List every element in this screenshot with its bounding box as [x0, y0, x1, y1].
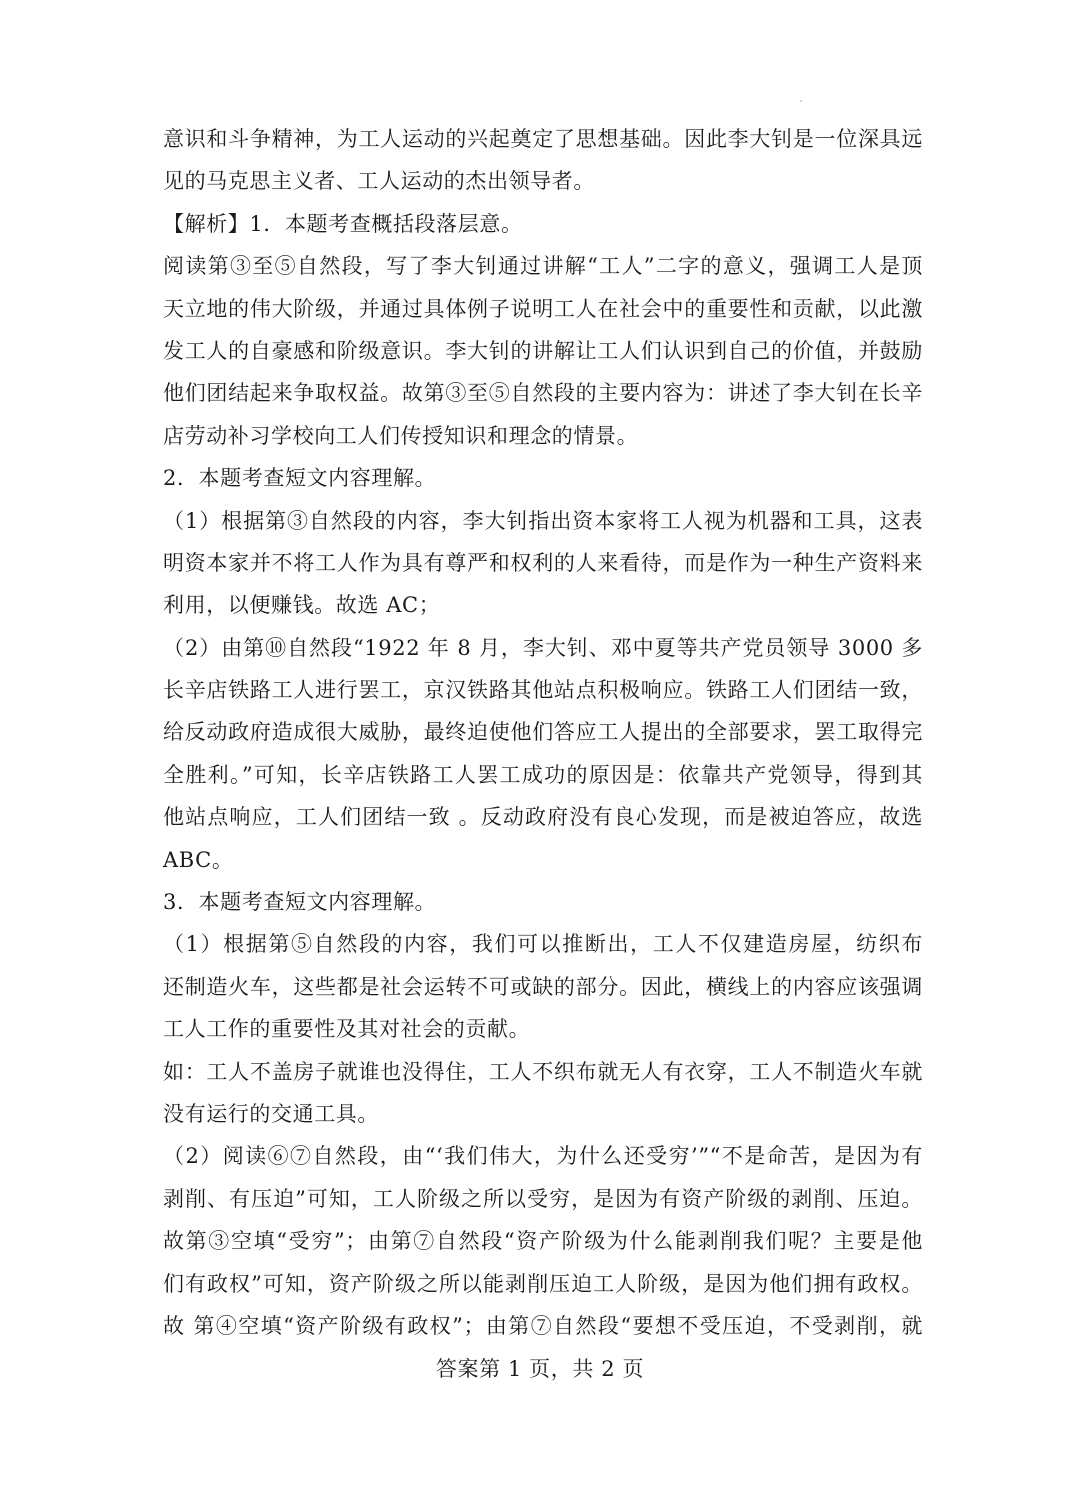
text-line: （1）根据第⑤自然段的内容，我们可以推断出，工人不仅建造房屋，纺织布	[163, 932, 923, 957]
text-line: 明资本家并不将工人作为具有尊严和权利的人来看待，而是作为一种生产资料来	[163, 550, 923, 575]
text-line: 他站点响应，工人们团结一致 。反动政府没有良心发现，而是被迫答应，故选	[163, 805, 923, 830]
text-line: （2）阅读⑥⑦自然段，由“‘我们伟大，为什么还受穷’”“不是命苦，是因为有	[163, 1144, 923, 1169]
text-line: 还制造火车，这些都是社会运转不可或缺的部分。因此，横线上的内容应该强调	[163, 974, 923, 999]
answer-text-body	[163, 118, 923, 1347]
text-line: （1）根据第③自然段的内容，李大钊指出资本家将工人视为机器和工具，这表	[163, 508, 923, 533]
text-line: 天立地的伟大阶级，并通过具体例子说明工人在社会中的重要性和贡献，以此激	[163, 296, 923, 321]
scan-speck	[800, 100, 802, 102]
text-line: 见的马克思主义者、工人运动的杰出领导者。	[163, 169, 595, 194]
text-line: 故第③空填“受穷”；由第⑦自然段“资产阶级为什么能剥削我们呢？主要是他	[163, 1229, 923, 1254]
text-line: 给反动政府造成很大威胁，最终迫使他们答应工人提出的全部要求，罢工取得完	[163, 720, 923, 745]
text-line: 他们团结起来争取权益。故第③至⑤自然段的主要内容为：讲述了李大钊在长辛	[163, 381, 923, 406]
text-line: 故 第④空填“资产阶级有政权”；由第⑦自然段“要想不受压迫，不受剥削，就	[163, 1313, 923, 1338]
text-line: 全胜利。”可知，长辛店铁路工人罢工成功的原因是：依靠共产党领导，得到其	[163, 762, 923, 787]
text-line: 如：工人不盖房子就谁也没得住，工人不织布就无人有衣穿，工人不制造火车就	[163, 1059, 923, 1084]
text-line: 店劳动补习学校向工人们传授知识和理念的情景。	[163, 423, 639, 448]
analysis-heading-line: 【解析】1．本题考查概括段落层意。	[163, 211, 523, 236]
text-line: ABC。	[163, 847, 234, 872]
text-line: 剥削、有压迫”可知，工人阶级之所以受穷，是因为有资产阶级的剥削、压迫。	[163, 1186, 923, 1211]
text-line: 没有运行的交通工具。	[163, 1101, 379, 1126]
text-line: 阅读第③至⑤自然段，写了李大钊通过讲解“工人”二字的意义，强调工人是顶	[163, 254, 923, 279]
text-line: （2）由第⑩自然段“1922 年 8 月，李大钊、邓中夏等共产党员领导 3000 多	[163, 635, 923, 660]
text-line: 们有政权”可知，资产阶级之所以能剥削压迫工人阶级，是因为他们拥有政权。	[163, 1271, 923, 1296]
text-line: 发工人的自豪感和阶级意识。李大钊的讲解让工人们认识到自己的价值，并鼓励	[163, 338, 923, 363]
text-line: 意识和斗争精神，为工人运动的兴起奠定了思想基础。因此李大钊是一位深具远	[163, 127, 923, 151]
text-line: 长辛店铁路工人进行罢工，京汉铁路其他站点积极响应。铁路工人们团结一致，	[163, 678, 923, 703]
question-heading-line: 3．本题考查短文内容理解。	[163, 890, 437, 915]
question-heading-line: 2．本题考查短文内容理解。	[163, 466, 437, 491]
text-line: 工人工作的重要性及其对社会的贡献。	[163, 1017, 531, 1042]
page-footer: 答案第 1 页，共 2 页	[435, 1357, 645, 1381]
text-line: 利用，以便赚钱。故选 AC；	[163, 593, 441, 618]
